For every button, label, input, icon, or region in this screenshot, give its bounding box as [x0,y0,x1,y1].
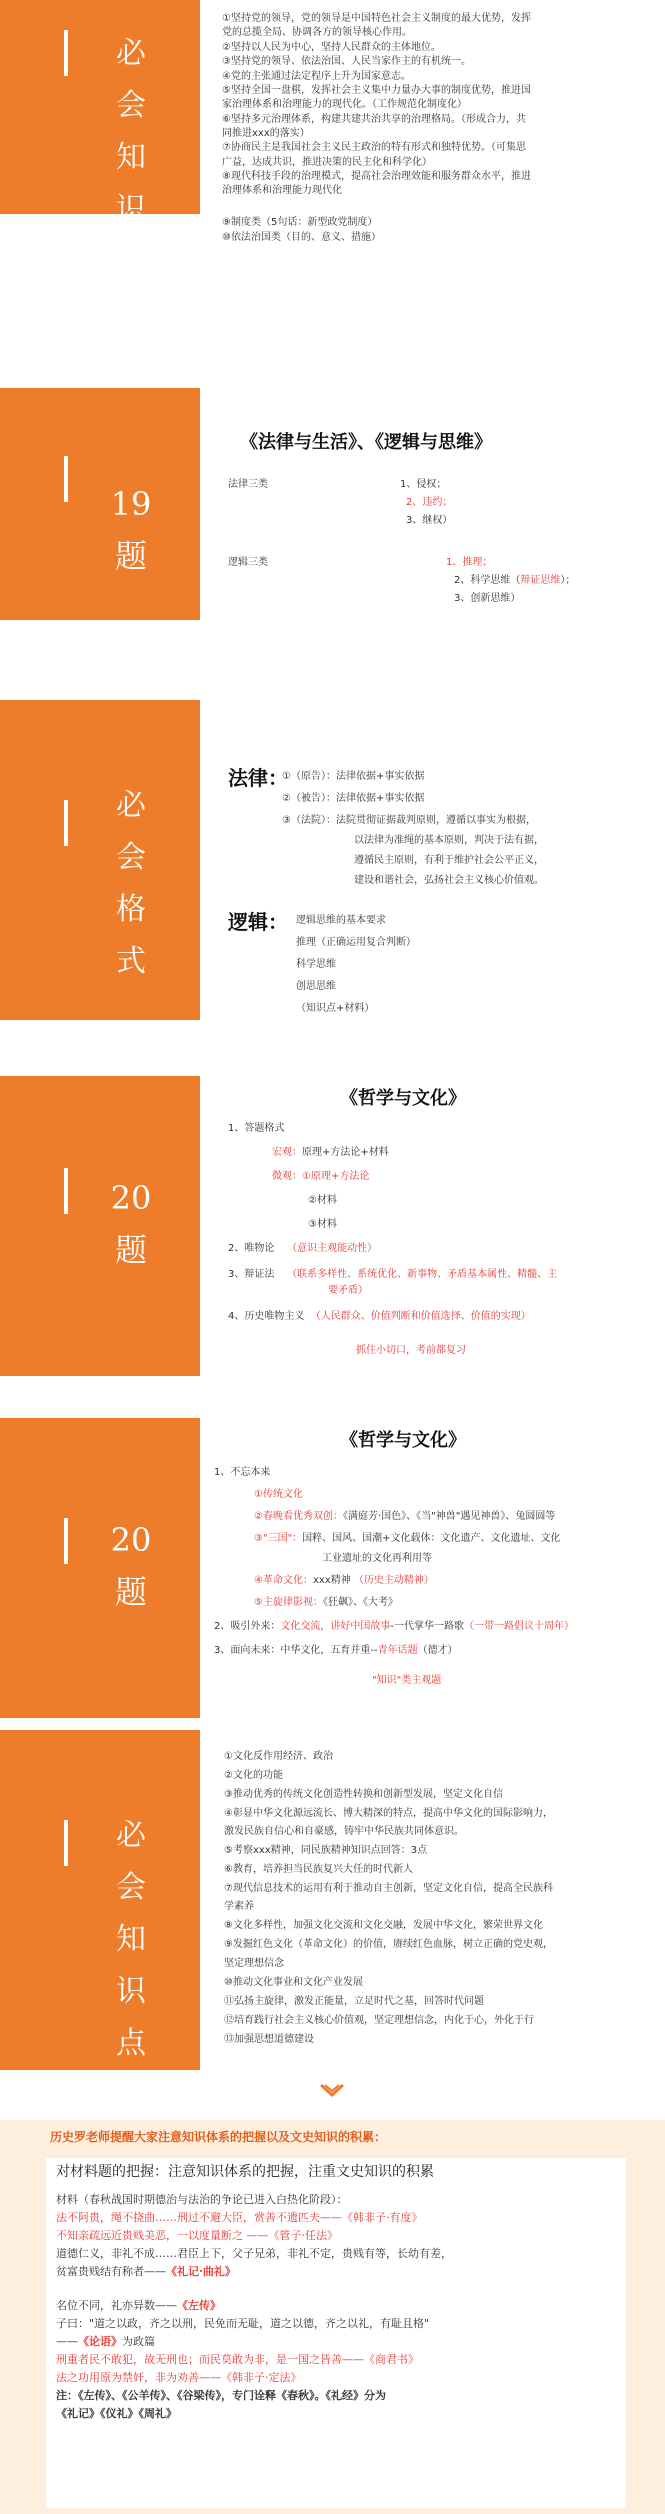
side-label: 必 会 知 识 点 [116,36,146,279]
side-label: 19 题 [110,485,152,575]
section-philosophy-2 [0,1418,665,1718]
law-category-label: 法律三类 [228,479,268,490]
text-line: ①坚持党的领导，党的领导是中国特色社会主义制度的最大优势，发挥 [222,13,531,24]
format-line: 2、吸引外来：文化交流，讲好中国故事-一代掌华一路歌（一带一路倡议十周年） [214,1621,574,1632]
side-banner [0,388,200,620]
text-line: ④彰显中华文化源远流长、博大精深的特点，提高中华文化的国际影响力， [224,1808,553,1819]
text-line: ⑧文化多样性，加强文化交流和文化交融，发展中华文化，繁荣世界文化 [224,1920,543,1931]
section-answer-format [0,700,665,1020]
text-line: ⑨发掘红色文化（革命文化）的价值，赓续红色血脉，树立正确的党史观， [224,1939,553,1950]
text-line: ⑬加强思想道德建设 [224,2034,314,2045]
side-label: 20 题 [110,1179,152,1269]
format-line: ②春晚看优秀双创：《满庭芳·国色》、《当"神兽"遇见神兽》、兔圆圆等 [254,1511,556,1522]
footer-note: "知识"类主观题 [372,1675,442,1686]
side-label: 必 会 格 式 [116,788,146,979]
section-philosophy-1 [0,1076,665,1376]
note-line: 法之功用原为禁奸，非为劝善——《韩非子·定法》 [56,2371,302,2384]
section-title: 《哲学与文化》 [340,1088,466,1109]
format-line: 科学思维 [296,959,336,970]
text-line: ⑧现代科技手段的治理模式，提高社会治理效能和服务群众水平，推进 [222,171,531,182]
banner-bar [64,1820,68,1866]
logic-heading: 逻辑： [228,910,288,934]
text-line: ⑩推动文化事业和文化产业发展 [224,1977,363,1988]
text-line: ⑥坚持多元治理体系，构建共建共治共享的治理格局。（形成合力，共 [222,114,526,125]
section-title: 《法律与生活》、《逻辑与思维》 [240,432,492,453]
text-line: ①文化反作用经济、政治 [224,1751,333,1762]
section-content [200,1730,665,2070]
format-line: 2、唯物论 （意识主观能动性） [228,1243,378,1254]
text-line: 广益，达成共识，推进决策的民主化和科学化） [222,157,432,168]
note-line: 道德仁义，非礼不成……君臣上下，父子兄弟，非礼不定，贵贱有等，长幼有差， [56,2247,452,2260]
text-line: 激发民族自信心和自豪感，铸牢中华民族共同体意识。 [224,1826,464,1837]
format-line: 3、辩证法 （联系多样性、系统优化、新事物、矛盾基本属性、精髓、主 [228,1269,558,1280]
side-banner [0,1730,200,2070]
format-line: 3、面向未来：中华文化，五育并重--青年话题（德才） [214,1645,458,1656]
format-line: 创思思维 [296,981,336,992]
format-line: ②材料 [308,1195,337,1206]
text-line: ③坚持党的领导、依法治国、人民当家作主的有机统一。 [222,56,471,67]
text-line: ③推动优秀的传统文化创造性转换和创新型发展，坚定文化自信 [224,1789,503,1800]
logic-category-label: 逻辑三类 [228,557,268,568]
text-line: ⑨制度类（5句话：新型政党制度） [222,217,378,228]
side-banner [0,1418,200,1718]
note-line: 注：《左传》、《公羊传》、《谷梁传》，专门诠释《春秋》。《礼经》分为 [56,2389,386,2402]
banner-bar [64,800,68,846]
chevron-down-icon [318,2082,346,2100]
format-line: 以法律为准绳的基本原则，判决于法有据， [354,835,544,846]
banner-bar [64,30,68,76]
format-line: ④革命文化：xxx精神 （历史主动精神） [254,1575,434,1586]
format-line: ②（被告）：法律依据+事实依据 [282,793,425,804]
format-line: ①（原告）：法律依据+事实依据 [282,771,425,782]
text-line: ⑦协商民主是我国社会主义民主政治的特有形式和独特优势。（可集思 [222,142,526,153]
text-line: 党的总揽全局、协调各方的领导核心作用。 [222,27,412,38]
text-line: 同推进xxx的落实） [222,128,310,139]
note-line: 子曰："道之以政，齐之以刑，民免而无耻，道之以德，齐之以礼，有耻且格" [56,2317,430,2330]
format-line: ⑤主旋律影视：《狂飙》、《大考》 [254,1597,398,1608]
note-line: ——《论语》为政篇 [56,2335,155,2348]
format-line: 遵循民主原则，有利于维护社会公平正义， [354,855,544,866]
section-title: 《哲学与文化》 [340,1430,466,1451]
format-line: 逻辑思维的基本要求 [296,915,386,926]
section-knowledge-culture [0,1730,665,2070]
section-content [200,0,665,214]
format-line: 1、答题格式 [228,1123,285,1134]
banner-bar [64,1168,68,1214]
text-line: ⑥教育，培养担当民族复兴大任的时代新人 [224,1864,413,1875]
format-line: 工业遗址的文化再利用等 [322,1553,432,1564]
side-banner [0,1076,200,1376]
format-line: ③"三国"：国粹、国风、国潮+文化载体：文化遗产、文化遗址、文化 [254,1533,561,1544]
text-line: 治理体系和治理能力现代化 [222,185,342,196]
side-label: 20 题 [110,1521,152,1611]
notes-heading: 对材料题的把握：注意知识体系的把握，注重文史知识的积累 [56,2164,434,2180]
text-line: ⑪弘扬主旋律，激发正能量，立足时代之基，回答时代问题 [224,1996,484,2007]
note-line: 名位不同，礼亦异数——《左传》 [56,2299,221,2312]
notes-card [46,2158,626,2508]
text-line: ②坚持以人民为中心，坚持人民群众的主体地位。 [222,42,441,53]
logic-item: 1、推理； [446,557,493,568]
note-line: 不知亲疏远近贵贱美恶，一以度量断之 ——《管子·任法》 [56,2229,338,2242]
law-heading: 法律： [228,766,288,790]
format-line: 宏观：原理+方法论+材料 [272,1147,389,1158]
section-law-logic [0,388,665,620]
format-line: 微观：①原理+方法论 [272,1171,370,1182]
text-line: ②文化的功能 [224,1770,283,1781]
law-item: 2、违约； [406,497,453,508]
logic-item: 3、创新思维） [454,593,521,604]
format-line: 1、不忘本来 [214,1467,271,1478]
note-line: 法不阿贵，绳不挠曲……刑过不避大臣，赏善不遗匹夫——《韩非子·有度》 [56,2211,423,2224]
text-line: ⑩依法治国类（目的、意义、措施） [222,232,381,243]
format-line: 推理（正确运用复合判断） [296,937,416,948]
text-line: ④党的主张通过法定程序上升为国家意志。 [222,71,411,82]
note-line: 贫富贵贱结有称者——《礼记·曲礼》 [56,2265,236,2278]
text-line: 坚定理想信念 [224,1958,284,1969]
text-line: ⑫培育践行社会主义核心价值观，坚定理想信念，内化于心，外化于行 [224,2015,534,2026]
side-label: 必 会 知 识 点 [116,1818,146,2061]
text-line: ⑦现代信息技术的运用有利于推动自主创新，坚定文化自信，提高全民族科 [224,1883,553,1894]
banner-bar [64,456,68,502]
text-line: ⑤考察xxx精神，同民族精神知识点回答：3点 [224,1845,428,1856]
format-line: 4、历史唯物主义 （人民群众、价值判断和价值选择、价值的实现） [228,1311,531,1322]
format-line: 要矛盾） [328,1285,368,1296]
text-line: 家治理体系和治理能力的现代化。（工作规范化制度化） [222,99,467,110]
side-banner [0,700,200,1020]
text-line: 学素养 [224,1901,254,1912]
banner-bar [64,1518,68,1564]
format-line: ③材料 [308,1219,337,1230]
law-item: 3、继权） [406,515,453,526]
text-line: ⑤坚持全国一盘棋，发挥社会主义集中力量办大事的制度优势，推进国 [222,85,531,96]
note-line: 刑重者民不敢犯，故无刑也；而民莫敢为非，是一国之皆善——《商君书》 [56,2353,419,2366]
logic-item: 2、科学思维（辩证思维）； [454,575,576,586]
format-line: ①传统文化 [254,1489,303,1500]
law-item: 1、侵权； [400,479,447,490]
format-line: 建设和谐社会，弘扬社会主义核心价值观。 [354,875,544,886]
note-line: 《礼记》《仪礼》《周礼》 [56,2407,177,2420]
teacher-notice: 历史罗老师提醒大家注意知识体系的把握以及文史知识的积累： [50,2130,387,2144]
format-line: ③（法院）：法院贯彻证据裁判原则，遵循以事实为根据， [282,815,536,826]
format-line: （知识点+材料） [296,1003,375,1014]
note-line: 材料（春秋战国时期德治与法治的争论已进入白热化阶段）： [56,2193,348,2206]
side-banner [0,0,200,279]
footer-note: 抓住小切口，考前都复习 [356,1345,466,1356]
